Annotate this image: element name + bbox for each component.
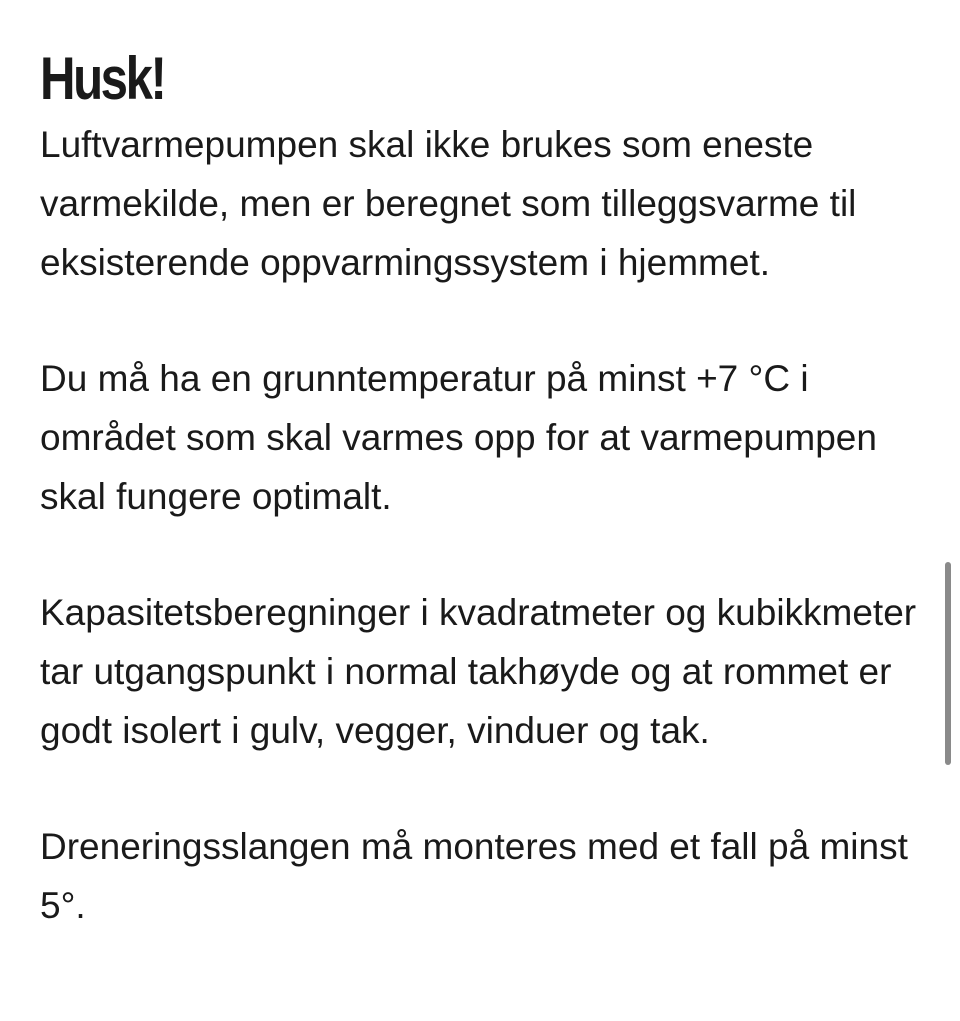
notice-paragraph-drain-hose: Dreneringsslangen må monteres med et fall på minst 5°.	[40, 826, 908, 926]
notice-heading: Husk!	[40, 45, 165, 112]
notice-paragraph-supplementary-heat: Luftvarmepumpen skal ikke brukes som eneste varmekilde, men er beregnet som tilleggsvarme til eksisterende oppvarmingssystem i hjemmet.	[40, 124, 857, 283]
notice-section	[40, 44, 930, 935]
vertical-scrollbar[interactable]	[945, 562, 951, 765]
notice-paragraph-capacity: Kapasitetsberegninger i kvadratmeter og kubikkmeter tar utgangspunkt i normal takhøyde og at rommet er godt isolert i gulv, vegger, vinduer og tak.	[40, 592, 917, 751]
notice-paragraph-base-temperature: Du må ha en grunntemperatur på minst +7 °C i området som skal varmes opp for at varmepumpen skal fungere optimalt.	[40, 358, 877, 517]
